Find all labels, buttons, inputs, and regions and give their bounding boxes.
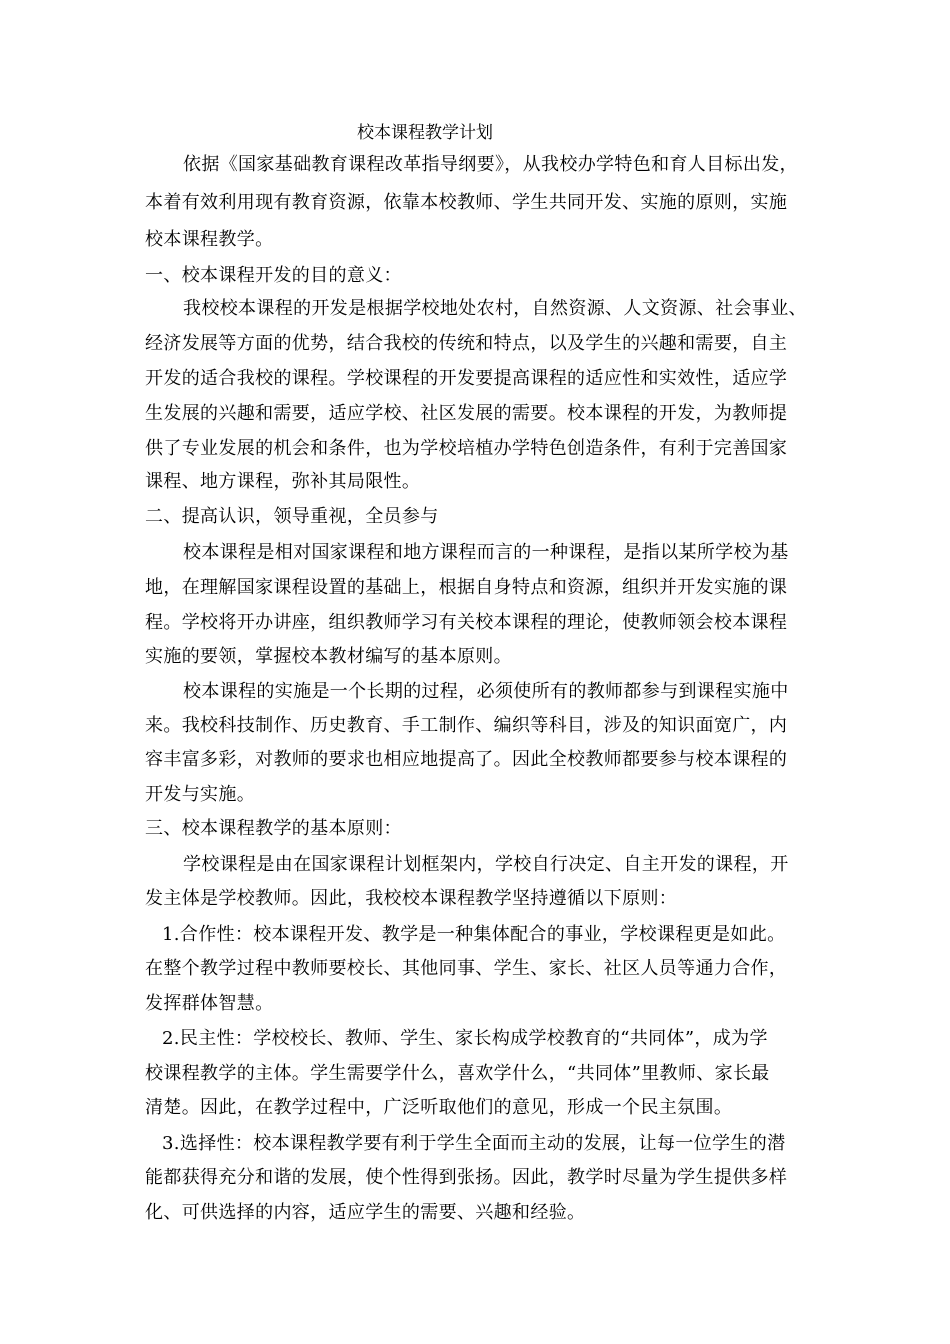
paragraph-line: 发主体是学校教师。因此，我校校本课程教学坚持遵循以下原则： xyxy=(145,888,678,909)
paragraph-line: 地，在理解国家课程设置的基础上，根据自身特点和资源，组织并开发实施的课 xyxy=(145,577,788,598)
section-heading: 三、校本课程教学的基本原则： xyxy=(145,818,402,839)
paragraph-line: 本着有效利用现有教育资源，依靠本校教师、学生共同开发、实施的原则，实施 xyxy=(145,192,788,213)
paragraph-line: 校本课程是相对国家课程和地方课程而言的一种课程，是指以某所学校为基 xyxy=(183,542,789,563)
list-item-line: 2.民主性：学校校长、教师、学生、家长构成学校教育的“共同体”，成为学 xyxy=(162,1028,768,1049)
paragraph-line: 开发的适合我校的课程。学校课程的开发要提高课程的适应性和实效性，适应学 xyxy=(145,368,788,389)
paragraph-line: 开发与实施。 xyxy=(145,784,256,805)
paragraph-line: 依据《国家基础教育课程改革指导纲要》，从我校办学特色和育人目标出发， xyxy=(183,154,798,175)
paragraph-line: 实施的要领，掌握校本教材编写的基本原则。 xyxy=(145,646,512,667)
paragraph-line: 清楚。因此，在教学过程中，广泛听取他们的意见，形成一个民主氛围。 xyxy=(145,1097,733,1118)
paragraph-line: 校本课程教学。 xyxy=(145,229,274,250)
paragraph-line: 生发展的兴趣和需要，适应学校、社区发展的需要。校本课程的开发，为教师提 xyxy=(145,403,788,424)
paragraph-line: 在整个教学过程中教师要校长、其他同事、学生、家长、社区人员等通力合作， xyxy=(145,958,788,979)
section-heading: 二、提高认识，领导重视，全员参与 xyxy=(145,506,439,527)
list-item-line: 1.合作性：校本课程开发、教学是一种集体配合的事业，学校课程更是如此。 xyxy=(162,924,786,945)
paragraph-line: 来。我校科技制作、历史教育、手工制作、编织等科目，涉及的知识面宽广，内 xyxy=(145,715,788,736)
paragraph-line: 能都获得充分和谐的发展，使个性得到张扬。因此，教学时尽量为学生提供多样 xyxy=(145,1167,788,1188)
paragraph-line: 经济发展等方面的优势，结合我校的传统和特点，以及学生的兴趣和需要，自主 xyxy=(145,333,788,354)
paragraph-line: 校课程教学的主体。学生需要学什么，喜欢学什么，“共同体”里教师、家长最 xyxy=(145,1063,770,1084)
paragraph-line: 供了专业发展的机会和条件，也为学校培植办学特色创造条件，有利于完善国家 xyxy=(145,438,788,459)
paragraph-line: 校本课程的实施是一个长期的过程，必须使所有的教师都参与到课程实施中 xyxy=(183,681,789,702)
paragraph-line: 发挥群体智慧。 xyxy=(145,993,274,1014)
section-heading: 一、校本课程开发的目的意义： xyxy=(145,265,402,286)
paragraph-line: 我校校本课程的开发是根据学校地处农村，自然资源、人文资源、社会事业、 xyxy=(183,298,807,319)
paragraph-line: 课程、地方课程，弥补其局限性。 xyxy=(145,471,421,492)
paragraph-line: 程。学校将开办讲座，组织教师学习有关校本课程的理论，使教师领会校本课程 xyxy=(145,612,788,633)
document-title: 校本课程教学计划 xyxy=(357,123,493,143)
paragraph-line: 容丰富多彩，对教师的要求也相应地提高了。因此全校教师都要参与校本课程的 xyxy=(145,749,788,770)
list-item-line: 3.选择性：校本课程教学要有利于学生全面而主动的发展，让每一位学生的潜 xyxy=(162,1133,786,1154)
paragraph-line: 学校课程是由在国家课程计划框架内，学校自行决定、自主开发的课程，开 xyxy=(183,854,789,875)
paragraph-line: 化、可供选择的内容，适应学生的需要、兴趣和经验。 xyxy=(145,1202,586,1223)
